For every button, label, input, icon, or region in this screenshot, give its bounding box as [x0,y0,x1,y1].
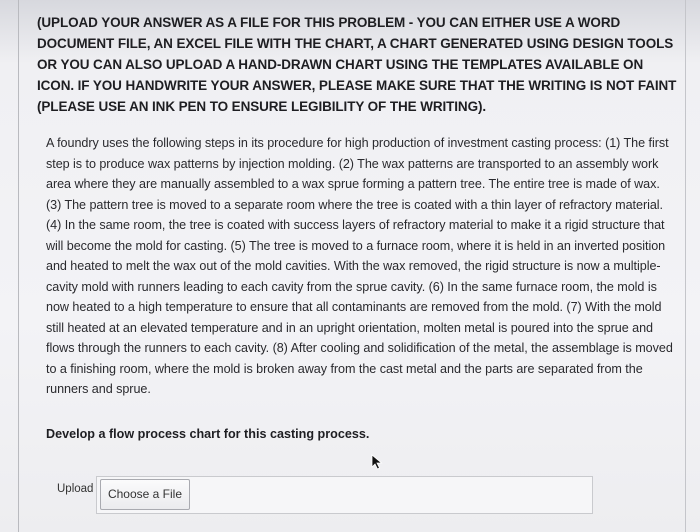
upload-instructions: (UPLOAD YOUR ANSWER AS A FILE FOR THIS PROBLEM - YOU CAN EITHER USE A WORD DOCUMENT FILE, AN EXCEL FILE WITH THE CHART, A CHART GENERATED USING DESIGN TOOLS OR YOU CAN ALSO UPLOAD A HAND-DRAWN CHART USING THE TEMPLATES AVAILABLE ON ICON. IF YOU HANDWRITE YOUR ANSWER, PLEASE MAKE SURE THAT THE WRITING IS NOT FAINT (PLEASE USE AN INK PEN TO ENSURE LEGIBILITY OF THE WRITING). [37,15,677,114]
task-prompt: Develop a flow process chart for this casting process. [46,427,370,441]
panel-left-border [18,0,19,532]
mouse-pointer-icon [371,454,383,475]
panel-right-border [685,0,686,532]
choose-file-button[interactable]: Choose a File [100,479,190,510]
upload-label: Upload [57,483,94,495]
problem-statement: A foundry uses the following steps in its procedure for high production of investment casting process: (1) The first step is to produce wax patterns by injection molding. (2) The wax patterns are transported to an assembly work area where they are manually assembled to a wax sprue forming a pattern tree. The entire tree is made of wax. (3) The pattern tree is moved to a separate room where the tree is coated with a thin layer of refractory material. (4) In the same room, the tree is coated with success layers of refractory material to make it a rigid structure that will become the mold for casting. (5) The tree is moved to a furnace room, where it is held in an inverted position and heated to melt the wax out of the mold cavities. With the wax removed, the rigid structure is now a multiple-cavity mold with runners leading to each cavity from the sprue cavity. (6) In the same furnace room, the mold is now heated to a high temperature to ensure that all contaminants are removed from the mold. (7) With the mold still heated at an elevated temperature and in an upright orientation, molten metal is poured into the sprue and flows through the runners to each cavity. (8) After cooling and solidification of the metal, the assemblage is moved to a finishing room, where the mold is broken away from the cast metal and the parts are separated from the runners and sprue. [46,136,673,396]
